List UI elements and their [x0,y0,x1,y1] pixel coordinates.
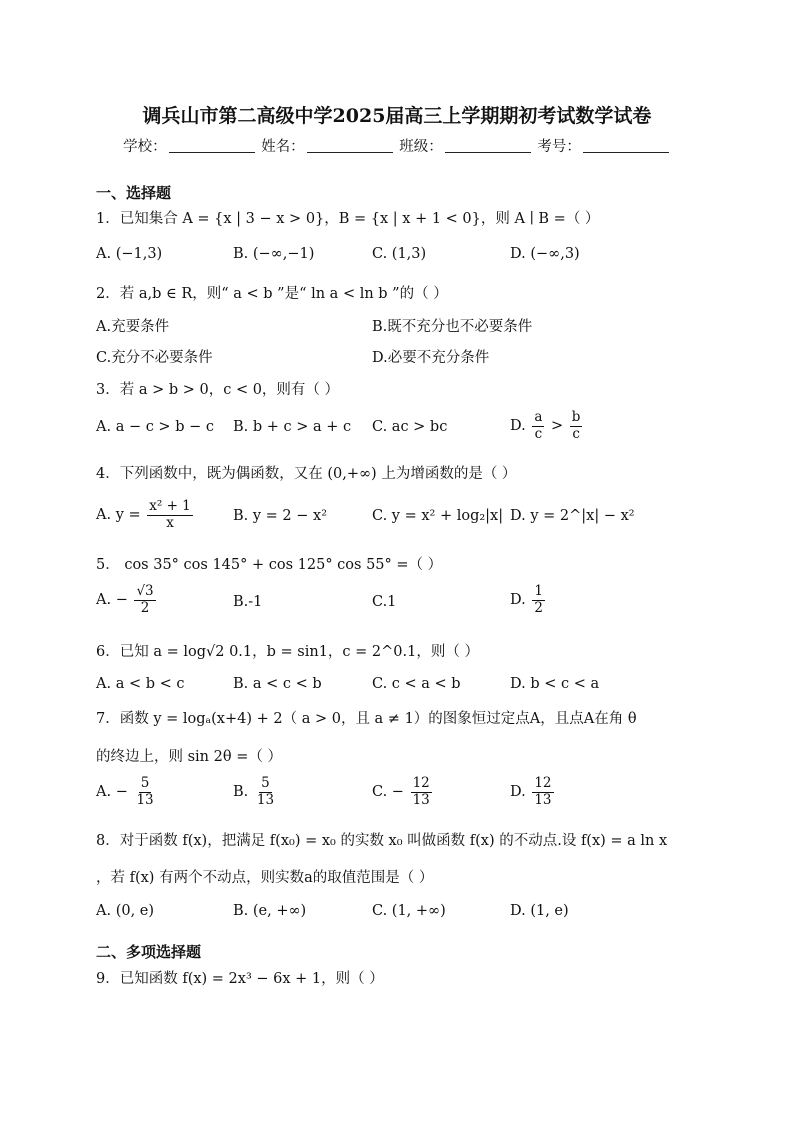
q7-option-b-frac [255,776,276,808]
q7-option-c [372,776,434,808]
question-6-stem: 6．已知 a = log√2 0.1，b = sin1，c = 2^0.1，则（ ） [96,644,479,660]
id-blank [583,139,669,153]
q3-option-b: B. b + c > a + c [233,419,352,435]
frac-denominator: 2 [534,599,543,616]
q5-option-a-prefix: A. − [96,592,128,609]
q7-option-d-frac [532,776,553,808]
q8-option-a: A. (0, e) [96,903,155,919]
q3-option-c: C. ac > bc [372,419,448,435]
class-label: 班级： [399,139,443,155]
frac-denominator: 13 [136,791,154,808]
question-9-stem: 9．已知函数 f(x) = 2x³ − 6x + 1，则（ ） [96,971,384,987]
q2-option-c: C.充分不必要条件 [96,350,213,366]
class-blank [445,139,531,153]
q5-option-b: B.-1 [233,594,263,610]
frac-numerator: √3 [136,583,154,599]
question-4-stem: 4．下列函数中，既为偶函数，又在 (0,+∞) 上为增函数的是（ ） [96,466,517,482]
q7-option-d [510,776,556,808]
q2-option-d: D.必要不充分条件 [372,350,490,366]
q3-option-d-frac2 [570,410,583,442]
name-blank [307,139,393,153]
q4-option-c: C. y = x² + log₂|x| [372,508,504,524]
q6-option-a: A. a < b < c [96,676,185,692]
frac-denominator: 13 [534,791,552,808]
id-label: 考号： [537,139,581,155]
q5-option-a-frac [134,584,155,616]
q5-option-d-prefix: D. [510,592,526,609]
q3-option-d-frac1 [532,410,544,442]
q6-option-b: B. a < c < b [233,676,322,692]
question-3-stem: 3．若 a > b > 0，c < 0，则有（ ） [96,382,340,398]
q7-option-a-frac [134,776,155,808]
q7-option-b [233,776,278,808]
student-info-line [0,135,794,156]
q8-option-c: C. (1, +∞) [372,903,446,919]
q4-option-a-lhs: y = [115,507,141,524]
question-7-stem-line2: 的终边上，则 sin 2θ =（ ） [96,749,282,765]
q7-option-c-frac [411,776,432,808]
frac-numerator: a [534,409,543,425]
q4-option-b: B. y = 2 − x² [233,508,328,524]
q1-option-a: A. (−1,3) [96,246,163,262]
frac-numerator: b [571,409,581,425]
section-heading-multi-choice: 二、多项选择题 [96,943,202,961]
q3-option-d [510,410,584,442]
q2-option-a: A.充要条件 [96,319,170,335]
q7-option-b-prefix: B. [233,784,249,801]
page-title: 调兵山市第二高级中学2025届高三上学期期初考试数学试卷 [142,105,652,127]
frac-denominator: x [166,514,174,531]
q3-option-d-operator: > [551,418,564,435]
q6-option-c: C. c < a < b [372,676,461,692]
q8-option-b: B. (e, +∞) [233,903,307,919]
q3-option-a: A. a − c > b − c [96,419,214,435]
question-2-stem: 2．若 a,b ∈ R，则“ a < b ”是“ ln a < ln b ”的（ ） [96,286,448,302]
frac-numerator: 5 [261,775,270,791]
question-7-stem-line1: 7．函数 y = logₐ(x+4) + 2（ a > 0，且 a ≠ 1）的图象恒过定点A，且点A在角 θ [96,711,637,727]
section-heading-choice: 一、选择题 [96,184,172,202]
q5-option-d-frac [532,584,545,616]
q4-option-a-frac [147,499,193,531]
frac-numerator: 1 [534,583,543,599]
question-8-stem-line2: ，若 f(x) 有两个不动点，则实数a的取值范围是（ ） [96,870,434,886]
q5-option-d [510,584,547,616]
question-1-stem: 1．已知集合 A = {x | 3 − x > 0}，B = {x | x + 1 < 0}，则 A ∣ B =（ ） [96,211,600,227]
frac-numerator: 12 [534,775,552,791]
school-blank [169,139,255,153]
q5-option-a [96,584,158,616]
q5-option-c: C.1 [372,594,397,610]
q2-option-b: B.既不充分也不必要条件 [372,319,533,335]
frac-denominator: 13 [412,791,430,808]
frac-denominator: c [534,425,543,442]
school-label: 学校： [123,139,167,155]
question-8-stem-line1: 8．对于函数 f(x)，把满足 f(x₀) = x₀ 的实数 x₀ 叫做函数 f(x) 的不动点.设 f(x) = a ln x [96,833,668,849]
frac-denominator: c [572,425,580,442]
q1-option-c: C. (1,3) [372,246,427,262]
frac-numerator: 5 [140,775,150,791]
q1-option-b: B. (−∞,−1) [233,246,315,262]
q3-option-d-prefix: D. [510,418,526,435]
q4-option-a-prefix: A. [96,507,112,524]
question-5-stem: 5． cos 35° cos 145° + cos 125° cos 55° =（ ） [96,557,443,573]
q4-option-d: D. y = 2^|x| − x² [510,508,635,524]
q7-option-d-prefix: D. [510,784,526,801]
q4-option-a [96,499,195,531]
frac-numerator: 12 [412,775,430,791]
q7-option-a-prefix: A. − [96,784,128,801]
q7-option-a [96,776,158,808]
q6-option-d: D. b < c < a [510,676,600,692]
q1-option-d: D. (−∞,3) [510,246,580,262]
frac-denominator: 13 [256,791,275,808]
frac-numerator: x² + 1 [149,498,191,514]
q8-option-d: D. (1, e) [510,903,569,919]
name-label: 姓名： [261,139,305,155]
frac-denominator: 2 [140,599,150,616]
q7-option-c-prefix: C. − [372,784,404,801]
